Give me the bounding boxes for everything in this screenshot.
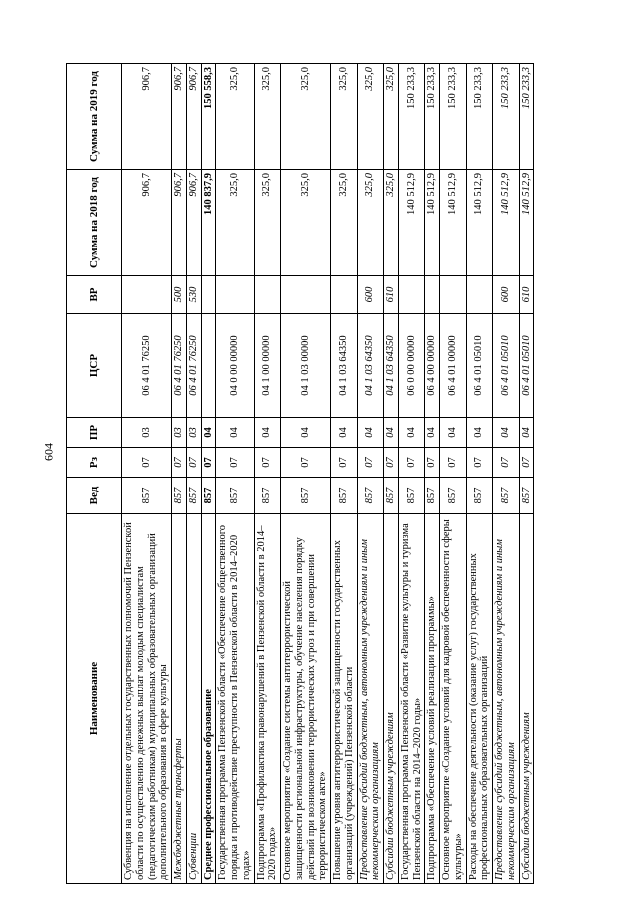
cell-name: Государственная программа Пензенской области «Обеспечение общественного порядка и противодействие преступности в Пензенской области в 2014–2020 годах»	[216, 514, 254, 884]
cell-rz: 07	[425, 448, 440, 478]
cell-sum-2018: 140 512,9	[493, 170, 520, 276]
cell-sum-2018: 140 512,9	[425, 170, 440, 276]
table-row	[201, 64, 216, 884]
table-row	[331, 64, 358, 884]
cell-name: Субвенция на исполнение отдельных государственных полномочий Пензенской области по осуществлению денежных выплат молодым специалистам (педагогическим работникам) муниципальных образовательных организаций дополнительного образования в сфере культуры	[122, 514, 172, 884]
cell-csr: 04 1 03 00000	[281, 314, 331, 418]
cell-rz: 07	[216, 448, 254, 478]
cell-rz: 07	[122, 448, 172, 478]
cell-rz: 07	[201, 448, 216, 478]
cell-name: Основное мероприятие «Создание условий для кадровой обеспеченности сферы культуры»	[440, 514, 467, 884]
cell-pr: 04	[384, 418, 399, 448]
cell-vr	[466, 276, 493, 314]
cell-sum-2018: 140 512,9	[440, 170, 467, 276]
cell-ved: 857	[519, 478, 534, 514]
cell-rz: 07	[254, 448, 281, 478]
cell-ved: 857	[186, 478, 201, 514]
cell-rz: 07	[384, 448, 399, 478]
header-name: Наименование	[67, 514, 122, 884]
table-row	[493, 64, 520, 884]
cell-rz: 07	[440, 448, 467, 478]
cell-name: Подпрограмма «Обеспечение условий реализации программы»	[425, 514, 440, 884]
cell-rz: 07	[357, 448, 384, 478]
cell-pr: 04	[466, 418, 493, 448]
cell-pr: 04	[519, 418, 534, 448]
cell-csr: 06 4 01 76250	[172, 314, 187, 418]
cell-csr: 06 4 01 05010	[493, 314, 520, 418]
cell-pr: 04	[357, 418, 384, 448]
cell-pr: 03	[122, 418, 172, 448]
table-row	[281, 64, 331, 884]
cell-name: Субсидии бюджетным учреждениям	[384, 514, 399, 884]
cell-sum-2019: 150 233,3	[398, 64, 425, 170]
cell-sum-2019: 325,0	[357, 64, 384, 170]
cell-pr: 04	[216, 418, 254, 448]
cell-name: Государственная программа Пензенской области «Развитие культуры и туризма Пензенской области на 2014–2020 годы»	[398, 514, 425, 884]
cell-sum-2019: 325,0	[254, 64, 281, 170]
cell-vr	[440, 276, 467, 314]
cell-sum-2018: 325,0	[216, 170, 254, 276]
cell-csr: 06 4 01 05010	[466, 314, 493, 418]
cell-name: Предоставление субсидий бюджетным, автономным учреждениям и иным некоммерческим организациям	[493, 514, 520, 884]
cell-sum-2018: 325,0	[254, 170, 281, 276]
cell-ved: 857	[254, 478, 281, 514]
cell-ved: 857	[216, 478, 254, 514]
cell-name: Субсидии бюджетным учреждениям	[519, 514, 534, 884]
cell-pr: 04	[254, 418, 281, 448]
rotated-table-wrapper	[66, 64, 596, 884]
table-row	[186, 64, 201, 884]
cell-csr: 04 1 03 64350	[357, 314, 384, 418]
cell-ved: 857	[440, 478, 467, 514]
cell-rz: 07	[172, 448, 187, 478]
cell-name: Основное мероприятие «Создание системы антитеррористической защищенности региональной инфраструктуры, обучение населения порядку действий при возникновении террористических угроз и при совершении террористическом акте»	[281, 514, 331, 884]
cell-sum-2018: 325,0	[331, 170, 358, 276]
cell-sum-2019: 325,0	[216, 64, 254, 170]
cell-pr: 04	[425, 418, 440, 448]
header-csr: ЦСР	[67, 314, 122, 418]
cell-sum-2019: 150 233,3	[425, 64, 440, 170]
cell-csr: 04 1 00 00000	[254, 314, 281, 418]
cell-vr	[122, 276, 172, 314]
header-vr: ВР	[67, 276, 122, 314]
cell-vr	[425, 276, 440, 314]
cell-name: Межбюджетные трансферты	[172, 514, 187, 884]
cell-csr: 06 4 01 76250	[122, 314, 172, 418]
cell-pr: 04	[398, 418, 425, 448]
cell-vr: 600	[357, 276, 384, 314]
cell-sum-2019: 906,7	[122, 64, 172, 170]
cell-sum-2019: 906,7	[172, 64, 187, 170]
table-row	[216, 64, 254, 884]
cell-ved: 857	[201, 478, 216, 514]
cell-vr: 610	[384, 276, 399, 314]
cell-rz: 07	[519, 448, 534, 478]
header-sum-2019: Сумма на 2019 год	[67, 64, 122, 170]
table-row	[398, 64, 425, 884]
cell-pr: 03	[186, 418, 201, 448]
cell-sum-2019: 150 233,3	[440, 64, 467, 170]
cell-pr: 04	[493, 418, 520, 448]
header-rz: Рз	[67, 448, 122, 478]
cell-ved: 857	[493, 478, 520, 514]
cell-ved: 857	[357, 478, 384, 514]
cell-sum-2019: 906,7	[186, 64, 201, 170]
cell-pr: 04	[281, 418, 331, 448]
table-row	[466, 64, 493, 884]
cell-sum-2018: 140 512,9	[466, 170, 493, 276]
cell-sum-2018: 140 837,9	[201, 170, 216, 276]
table-row	[122, 64, 172, 884]
cell-name: Подпрограмма «Профилактика правонарушений в Пензенской области в 2014–2020 годах»	[254, 514, 281, 884]
cell-rz: 07	[281, 448, 331, 478]
cell-csr	[201, 314, 216, 418]
budget-table	[66, 63, 534, 884]
table-row	[425, 64, 440, 884]
cell-name: Расходы на обеспечение деятельности (оказание услуг) государственных профессиональных образовательных организаций	[466, 514, 493, 884]
cell-csr: 04 1 03 64350	[384, 314, 399, 418]
cell-rz: 07	[466, 448, 493, 478]
cell-sum-2018: 140 512,9	[519, 170, 534, 276]
cell-sum-2019: 150 233,3	[466, 64, 493, 170]
table-row	[254, 64, 281, 884]
cell-rz: 07	[331, 448, 358, 478]
cell-vr	[254, 276, 281, 314]
cell-sum-2018: 906,7	[186, 170, 201, 276]
cell-vr	[216, 276, 254, 314]
cell-vr	[331, 276, 358, 314]
cell-sum-2019: 150 558,3	[201, 64, 216, 170]
cell-ved: 857	[398, 478, 425, 514]
cell-sum-2018: 325,0	[384, 170, 399, 276]
cell-rz: 07	[493, 448, 520, 478]
table-row	[357, 64, 384, 884]
cell-csr: 06 4 01 00000	[440, 314, 467, 418]
cell-pr: 03	[172, 418, 187, 448]
cell-vr: 530	[186, 276, 201, 314]
cell-pr: 04	[440, 418, 467, 448]
cell-pr: 04	[201, 418, 216, 448]
cell-csr: 06 0 00 00000	[398, 314, 425, 418]
cell-ved: 857	[172, 478, 187, 514]
cell-sum-2019: 150 233,3	[519, 64, 534, 170]
cell-sum-2019: 150 233,3	[493, 64, 520, 170]
cell-vr: 500	[172, 276, 187, 314]
cell-sum-2018: 325,0	[281, 170, 331, 276]
table-row	[440, 64, 467, 884]
cell-vr	[281, 276, 331, 314]
header-pr: ПР	[67, 418, 122, 448]
cell-ved: 857	[331, 478, 358, 514]
cell-ved: 857	[122, 478, 172, 514]
header-sum-2018: Сумма на 2018 год	[67, 170, 122, 276]
header-row	[67, 64, 122, 884]
cell-sum-2018: 906,7	[122, 170, 172, 276]
cell-name: Субвенции	[186, 514, 201, 884]
cell-csr: 04 1 03 64350	[331, 314, 358, 418]
cell-csr: 06 4 01 76250	[186, 314, 201, 418]
cell-name: Среднее профессиональное образование	[201, 514, 216, 884]
cell-sum-2019: 325,0	[384, 64, 399, 170]
cell-sum-2018: 140 512,9	[398, 170, 425, 276]
cell-sum-2018: 325,0	[357, 170, 384, 276]
cell-ved: 857	[425, 478, 440, 514]
table-body	[122, 64, 534, 884]
cell-ved: 857	[281, 478, 331, 514]
cell-pr: 04	[331, 418, 358, 448]
cell-rz: 07	[186, 448, 201, 478]
table-row	[519, 64, 534, 884]
cell-ved: 857	[466, 478, 493, 514]
cell-rz: 07	[398, 448, 425, 478]
cell-sum-2018: 906,7	[172, 170, 187, 276]
cell-vr: 610	[519, 276, 534, 314]
cell-vr	[398, 276, 425, 314]
table-row	[384, 64, 399, 884]
table-row	[172, 64, 187, 884]
cell-sum-2019: 325,0	[281, 64, 331, 170]
cell-vr	[201, 276, 216, 314]
cell-csr: 06 4 00 00000	[425, 314, 440, 418]
cell-name: Предоставление субсидий бюджетным, автономным учреждениям и иным некоммерческим организациям	[357, 514, 384, 884]
cell-vr: 600	[493, 276, 520, 314]
cell-csr: 04 0 00 00000	[216, 314, 254, 418]
cell-csr: 06 4 01 05010	[519, 314, 534, 418]
cell-ved: 857	[384, 478, 399, 514]
cell-name: Повышение уровня антитеррористической защищенности государственных организаций (учреждений) Пензенской области	[331, 514, 358, 884]
page-number: 604	[41, 443, 56, 461]
cell-sum-2019: 325,0	[331, 64, 358, 170]
header-ved: Вед	[67, 478, 122, 514]
